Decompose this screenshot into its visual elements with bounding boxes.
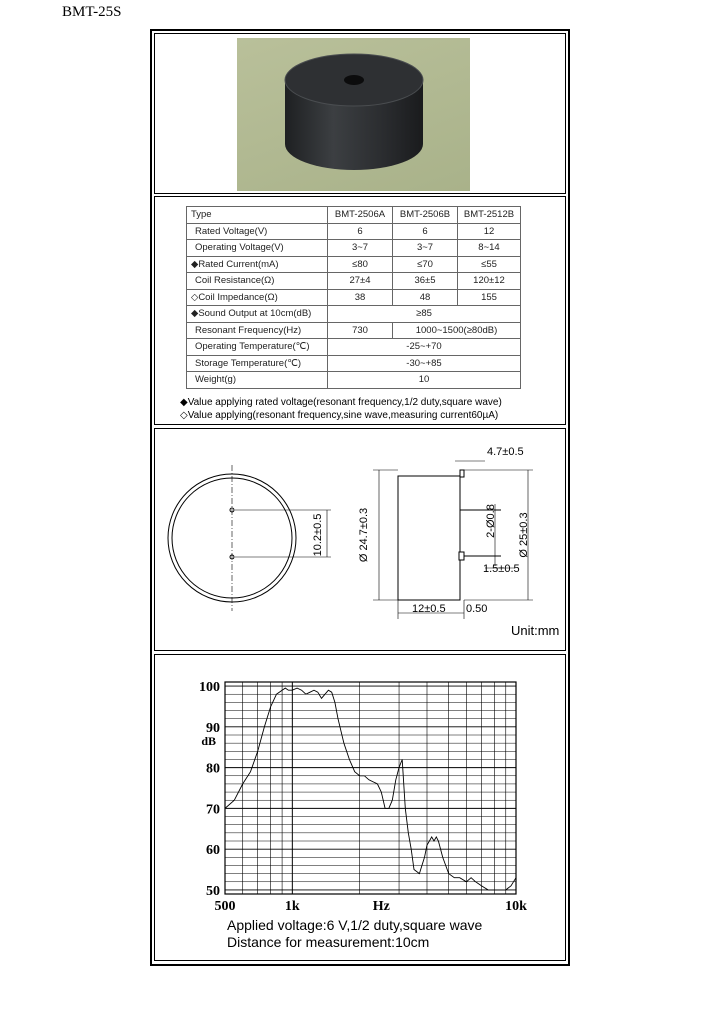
table-row xyxy=(187,256,521,273)
table-row xyxy=(187,339,521,356)
photo-section xyxy=(154,33,566,194)
table-row xyxy=(187,355,521,372)
table-cell: 48 xyxy=(393,289,458,306)
table-cell: ≤80 xyxy=(328,256,393,273)
x-tick-label: Hz xyxy=(372,899,390,914)
row-label: Operating Temperature(℃) xyxy=(187,339,328,356)
table-cell: ≤70 xyxy=(393,256,458,273)
table-header-cell: BMT-2512B xyxy=(458,207,521,224)
y-tick-label: 60 xyxy=(206,843,220,859)
row-label: ◆Sound Output at 10cm(dB) xyxy=(187,306,328,323)
x-tick-label: 500 xyxy=(214,899,236,914)
buzzer-image xyxy=(237,38,470,191)
dim-top: 4.7±0.5 xyxy=(487,446,524,458)
table-cell: 38 xyxy=(328,289,393,306)
table-header-row xyxy=(187,207,521,224)
table-cell: 8~14 xyxy=(458,240,521,257)
row-label: Storage Temperature(℃) xyxy=(187,355,328,372)
x-tick-label: 10k xyxy=(505,899,527,914)
y-tick-label: 90 xyxy=(206,720,220,736)
table-cell: 6 xyxy=(393,223,458,240)
table-cell: -25~+70 xyxy=(328,339,521,356)
row-label: ◆Rated Current(mA) xyxy=(187,256,328,273)
dim-pin-len: 1.5±0.5 xyxy=(483,563,520,575)
spec-section xyxy=(154,196,566,425)
row-label: Operating Voltage(V) xyxy=(187,240,328,257)
dim-pin-dia: 2-Ø0.8 xyxy=(485,504,497,538)
table-header-cell: BMT-2506A xyxy=(328,207,393,224)
chart-section xyxy=(154,654,566,961)
frequency-response-chart xyxy=(155,655,565,914)
table-cell: ≤55 xyxy=(458,256,521,273)
table-row xyxy=(187,306,521,323)
table-header-cell: Type xyxy=(187,207,328,224)
row-label: ◇Coil Impedance(Ω) xyxy=(187,289,328,306)
row-label: Coil Resistance(Ω) xyxy=(187,273,328,290)
table-cell: 10 xyxy=(328,372,521,389)
y-tick-label: 70 xyxy=(206,802,220,818)
row-marker: ◇ xyxy=(191,291,199,303)
page-title: BMT-25S xyxy=(62,4,122,20)
row-label: Resonant Frequency(Hz) xyxy=(187,322,328,339)
side-view xyxy=(373,461,533,619)
note-impedance: ◇Value applying(resonant frequency,sine wave,measuring current60µA) xyxy=(180,410,499,421)
table-cell: 1000~1500(≥80dB) xyxy=(393,322,521,339)
table-cell: 155 xyxy=(458,289,521,306)
row-label: Rated Voltage(V) xyxy=(187,223,328,240)
table-cell: 36±5 xyxy=(393,273,458,290)
dim-gap: 0.50 xyxy=(466,603,488,615)
dimension-section xyxy=(154,428,566,651)
table-row xyxy=(187,289,521,306)
table-cell: 27±4 xyxy=(328,273,393,290)
product-photo xyxy=(237,38,470,191)
x-tick-labels xyxy=(215,899,528,914)
dim-dia-outer: Ø 25±0.3 xyxy=(518,512,530,558)
table-row xyxy=(187,240,521,257)
spec-table xyxy=(186,206,521,389)
table-row xyxy=(187,273,521,290)
dimension-drawing xyxy=(155,429,565,650)
front-view xyxy=(168,465,331,611)
table-cell: -30~+85 xyxy=(328,355,521,372)
series-line xyxy=(225,688,516,890)
y-tick-labels xyxy=(199,680,220,899)
y-axis-label: dB xyxy=(201,734,216,748)
x-tick-label: 1k xyxy=(284,899,300,914)
table-row xyxy=(187,322,521,339)
dim-dia-body: Ø 24.7±0.3 xyxy=(358,507,370,563)
table-cell: 3~7 xyxy=(393,240,458,257)
datasheet-frame xyxy=(150,29,570,966)
unit-label: Unit:mm xyxy=(511,623,560,638)
y-tick-label: 50 xyxy=(206,883,220,899)
y-tick-label: 80 xyxy=(206,761,220,777)
dim-pin-spacing: 10.2±0.5 xyxy=(312,513,324,557)
table-cell: 120±12 xyxy=(458,273,521,290)
note-rated: ◆Value applying rated voltage(resonant frequency,1/2 duty,square wave) xyxy=(180,397,502,408)
table-cell: 730 xyxy=(328,322,393,339)
table-cell: 3~7 xyxy=(328,240,393,257)
chart-caption-voltage: Applied voltage:6 V,1/2 duty,square wave xyxy=(227,917,483,933)
row-marker: ◆ xyxy=(191,258,199,270)
table-header-cell: BMT-2506B xyxy=(393,207,458,224)
table-cell: 6 xyxy=(328,223,393,240)
chart-caption-distance: Distance for measurement:10cm xyxy=(227,934,430,950)
row-marker: ◆ xyxy=(191,308,199,320)
table-row xyxy=(187,372,521,389)
table-cell: ≥85 xyxy=(328,306,521,323)
dim-height: 12±0.5 xyxy=(412,603,446,615)
row-label: Weight(g) xyxy=(187,372,328,389)
table-row xyxy=(187,223,521,240)
y-tick-label: 100 xyxy=(199,680,220,696)
table-cell: 12 xyxy=(458,223,521,240)
